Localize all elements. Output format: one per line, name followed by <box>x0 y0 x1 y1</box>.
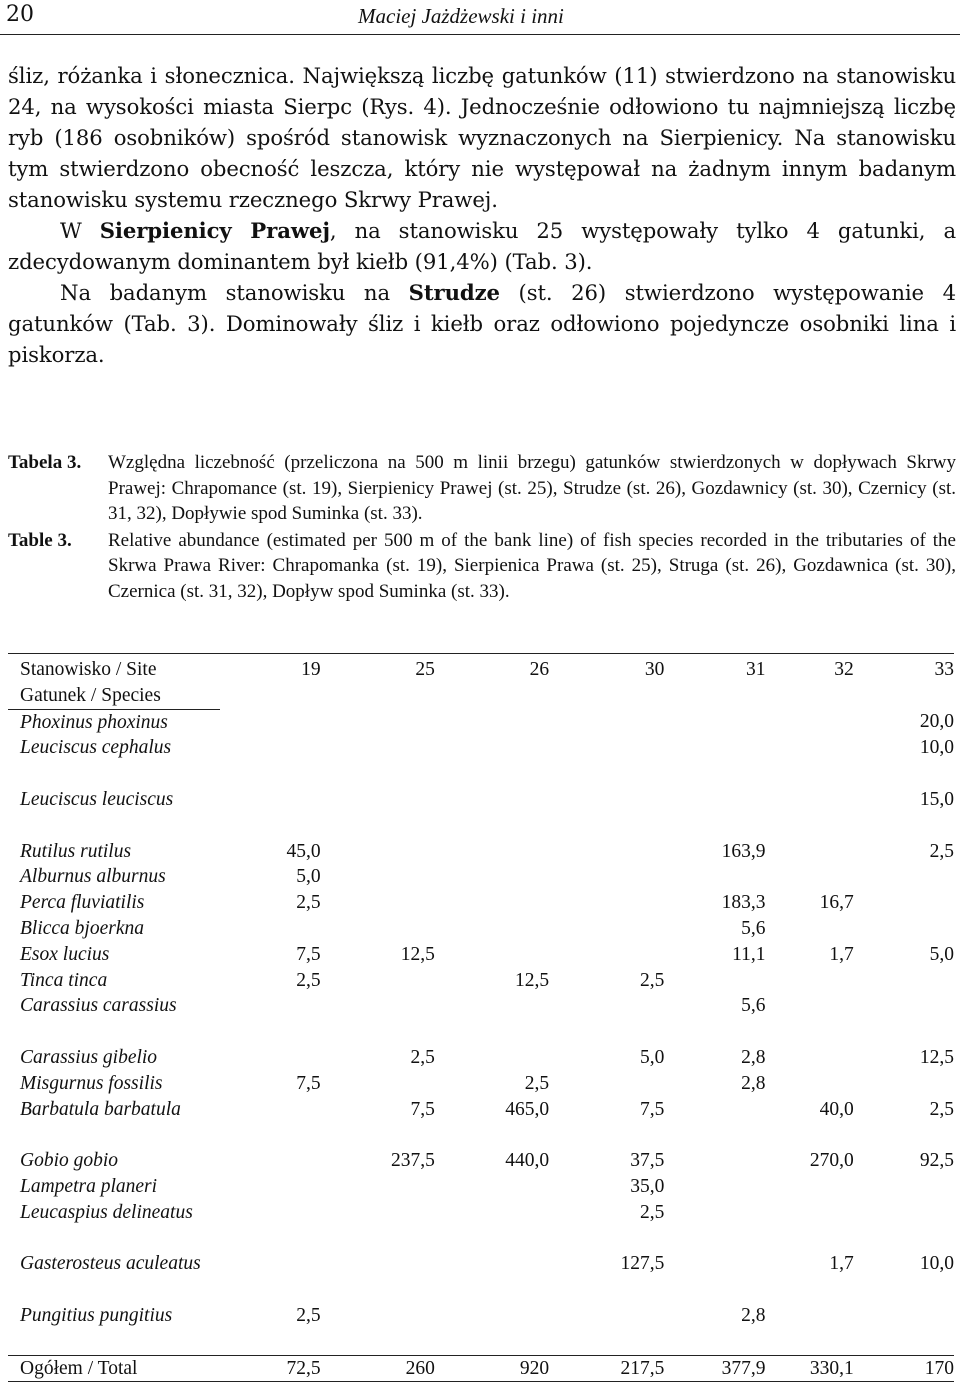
abundance-cell: 92,5 <box>919 1150 954 1172</box>
species-name: Esox lucius <box>20 943 110 965</box>
abundance-cell <box>220 1097 320 1149</box>
abundance-cell <box>854 993 954 1045</box>
abundance-cell: 5,0 <box>296 866 321 888</box>
abundance-cell <box>766 916 854 942</box>
abundance-cell: 12,5 <box>514 969 550 991</box>
caption-pl-text: Względna liczebność (przeliczona na 500 m linii brzegu) gatunków stwierdzonych w dopływach Skrwy Prawej: Chrapomance (st. 19), Sierpienicy Prawej (st. 25), Strudze (st. 26), Gozdawnicy (st. 30), Czernicy (st. 31, 32), Dopływie spod Suminka (st. 33). <box>108 452 956 524</box>
abundance-cell: 5,6 <box>741 995 766 1017</box>
abundance-cell <box>766 1071 854 1097</box>
abundance-cell: 2,8 <box>741 1046 766 1068</box>
abundance-cell <box>549 993 664 1045</box>
total-cell: 330,1 <box>766 1355 854 1382</box>
species-name: Tinca tinca <box>20 969 108 991</box>
abundance-cell <box>220 1174 320 1200</box>
abundance-cell <box>766 864 854 890</box>
abundance-cell: 7,5 <box>410 1098 435 1120</box>
abundance-cell <box>664 968 765 994</box>
total-cell: 377,9 <box>664 1355 765 1382</box>
table-row <box>8 1251 954 1303</box>
total-cell: 170 <box>854 1355 954 1382</box>
species-name: Gobio gobio <box>20 1150 119 1172</box>
species-name: Blicca bjoerkna <box>20 917 144 939</box>
total-cell: 217,5 <box>549 1355 664 1382</box>
caption-polish <box>8 450 956 527</box>
table-row <box>8 942 954 968</box>
species-name: Lampetra planeri <box>20 1175 158 1197</box>
abundance-cell <box>220 1148 320 1174</box>
abundance-cell: 465,0 <box>505 1098 550 1120</box>
abundance-cell <box>321 709 435 735</box>
table-row <box>8 890 954 916</box>
species-name: Misgurnus fossilis <box>20 1072 163 1094</box>
site-32: 32 <box>766 654 854 683</box>
abundance-cell <box>321 839 435 865</box>
abundance-cell: 11,1 <box>732 943 766 965</box>
caption-en-text: Relative abundance (estimated per 500 m of the bank line) of fish species recorded in the tributaries of the Skrwa Prawa River: Chrapomanka (st. 19), Sierpienica Prawa (st. 25), Struga (st. 26), Gozdawnica (st. 30), Czernica (st. 31, 32), Dopływ spod Suminka (st. 33). <box>108 529 956 602</box>
abundance-cell: 2,5 <box>929 1098 954 1120</box>
abundance-cell <box>435 1303 549 1355</box>
abundance-cell <box>435 1174 549 1200</box>
table-row <box>8 1174 954 1200</box>
abundance-cell <box>664 709 765 735</box>
abundance-cell: 7,5 <box>296 1072 321 1094</box>
table-row <box>8 1303 954 1355</box>
table-row <box>8 1097 954 1149</box>
table-caption <box>8 450 956 605</box>
abundance-cell: 2,5 <box>639 969 665 991</box>
paragraph-1: śliz, różanka i słonecznica. Największą liczbę gatunków (11) stwierdzono na stanowisku 24, na wysokości miasta Sierpc (Rys. 4). Jednocześnie odłowiono tu najmniejszą liczbę ryb (186 osobników) spośród stanowisk wyznaczonych na Sierpienicy. Na stanowisku tym stwierdzono obecność leszcza, który nie występował na żadnym innym badanym stanowisku systemu rzecznego Skrwy Prawej. <box>8 63 956 212</box>
table-total-row <box>8 1355 954 1382</box>
abundance-cell <box>220 1251 320 1303</box>
abundance-cell: 20,0 <box>919 711 954 733</box>
abundance-cell <box>321 1200 435 1252</box>
abundance-cell: 45,0 <box>286 840 321 862</box>
abundance-cell: 163,9 <box>721 840 766 862</box>
site-label: Stanowisko / Site <box>8 654 220 683</box>
species-name: Leuciscus cephalus <box>20 737 172 759</box>
table-row <box>8 993 954 1045</box>
species-name: Carassius carassius <box>20 995 177 1017</box>
abundance-cell: 2,8 <box>741 1072 766 1094</box>
table-header-sites <box>8 654 954 683</box>
abundance-cell: 7,5 <box>639 1098 665 1120</box>
abundance-cell <box>664 1174 765 1200</box>
abundance-cell <box>664 1200 765 1252</box>
paragraph-2-bold: Sierpienicy Prawej <box>99 218 330 243</box>
abundance-cell <box>766 1174 854 1200</box>
abundance-cell <box>220 1200 320 1252</box>
abundance-cell: 2,5 <box>524 1072 550 1094</box>
abundance-cell: 2,5 <box>296 969 321 991</box>
species-name: Perca fluviatilis <box>20 892 145 914</box>
abundance-cell: 2,5 <box>929 840 954 862</box>
abundance-cell <box>435 735 549 787</box>
abundance-cell <box>664 787 765 839</box>
species-name: Pungitius pungitius <box>20 1304 173 1326</box>
table-row <box>8 968 954 994</box>
abundance-cell <box>220 1045 320 1071</box>
abundance-cell: 10,0 <box>919 1253 954 1275</box>
abundance-cell <box>321 787 435 839</box>
species-name: Gasterosteus aculeatus <box>20 1253 201 1275</box>
abundance-cell <box>220 916 320 942</box>
abundance-cell <box>321 993 435 1045</box>
abundance-cell: 12,5 <box>919 1046 954 1068</box>
table-row <box>8 916 954 942</box>
abundance-cell: 16,7 <box>819 892 854 914</box>
caption-pl-label: Tabela 3. <box>8 452 82 473</box>
species-name: Barbatula barbatula <box>20 1098 181 1120</box>
table-row <box>8 735 954 787</box>
abundance-cell: 35,0 <box>630 1175 665 1197</box>
abundance-cell <box>321 1303 435 1355</box>
abundance-cell <box>766 787 854 839</box>
abundance-cell <box>664 735 765 787</box>
abundance-cell: 40,0 <box>819 1098 854 1120</box>
abundance-cell <box>549 890 664 916</box>
abundance-cell <box>854 916 954 942</box>
abundance-cell <box>220 787 320 839</box>
abundance-cell: 1,7 <box>829 1253 854 1275</box>
paragraph-3-bold: Strudze <box>408 280 500 305</box>
paragraph-2 <box>8 215 956 277</box>
abundance-cell <box>854 864 954 890</box>
abundance-cell <box>549 735 664 787</box>
paragraph-3 <box>8 277 956 370</box>
caption-english <box>8 528 956 605</box>
species-name: Carassius gibelio <box>20 1046 158 1068</box>
abundance-cell <box>220 735 320 787</box>
table-row <box>8 787 954 839</box>
abundance-cell: 10,0 <box>919 737 954 759</box>
abundance-cell <box>766 968 854 994</box>
abundance-cell <box>435 839 549 865</box>
total-cell: 72,5 <box>220 1355 320 1382</box>
abundance-cell <box>435 916 549 942</box>
abundance-cell: 270,0 <box>809 1150 854 1172</box>
page-header <box>0 0 960 35</box>
species-name: Phoxinus phoxinus <box>20 711 168 733</box>
table-row <box>8 839 954 865</box>
abundance-cell <box>664 864 765 890</box>
abundance-cell <box>549 1071 664 1097</box>
table-row <box>8 1200 954 1252</box>
site-25: 25 <box>321 654 435 683</box>
abundance-cell <box>321 735 435 787</box>
abundance-cell: 2,5 <box>296 1304 321 1326</box>
abundance-cell <box>549 709 664 735</box>
abundance-cell: 5,6 <box>741 917 766 939</box>
site-19: 19 <box>220 654 320 683</box>
abundance-cell <box>854 1303 954 1355</box>
abundance-cell <box>766 1045 854 1071</box>
abundance-cell <box>854 1200 954 1252</box>
abundance-cell: 2,5 <box>639 1201 665 1223</box>
species-name: Rutilus rutilus <box>20 840 132 862</box>
abundance-cell <box>435 864 549 890</box>
abundance-cell <box>435 993 549 1045</box>
caption-en-label: Table 3. <box>8 529 72 551</box>
table-row <box>8 1148 954 1174</box>
abundance-cell <box>435 709 549 735</box>
abundance-cell <box>664 1097 765 1149</box>
abundance-cell: 127,5 <box>620 1253 665 1275</box>
abundance-cell <box>766 735 854 787</box>
species-name: Leuciscus leuciscus <box>20 788 174 810</box>
abundance-cell <box>549 787 664 839</box>
abundance-cell <box>766 1303 854 1355</box>
abundance-cell: 1,7 <box>829 943 854 965</box>
abundance-cell <box>321 1071 435 1097</box>
site-30: 30 <box>549 654 664 683</box>
table-row <box>8 709 954 735</box>
abundance-cell <box>435 890 549 916</box>
abundance-table <box>8 653 954 1382</box>
abundance-cell <box>766 839 854 865</box>
abundance-cell: 5,0 <box>929 943 954 965</box>
abundance-cell: 237,5 <box>391 1150 435 1172</box>
abundance-cell: 15,0 <box>919 788 954 810</box>
total-cell: 260 <box>321 1355 435 1382</box>
table-row <box>8 1071 954 1097</box>
abundance-cell <box>435 942 549 968</box>
abundance-cell <box>549 1303 664 1355</box>
abundance-cell <box>664 1251 765 1303</box>
table-row <box>8 1045 954 1071</box>
abundance-cell: 7,5 <box>296 943 321 965</box>
site-31: 31 <box>664 654 765 683</box>
paragraph-3-text-a: Na badanym stanowisku na <box>60 280 409 305</box>
abundance-cell: 183,3 <box>721 892 766 914</box>
total-label: Ogółem / Total <box>8 1355 220 1382</box>
abundance-cell: 2,5 <box>296 892 321 914</box>
abundance-cell <box>549 864 664 890</box>
abundance-cell <box>766 1200 854 1252</box>
abundance-cell: 5,0 <box>639 1046 665 1068</box>
abundance-cell <box>321 1251 435 1303</box>
abundance-cell <box>435 1251 549 1303</box>
abundance-cell: 2,5 <box>410 1046 435 1068</box>
abundance-cell <box>321 916 435 942</box>
abundance-cell <box>435 1045 549 1071</box>
table-header-species <box>8 683 954 709</box>
abundance-cell <box>321 968 435 994</box>
abundance-cell: 12,5 <box>400 943 435 965</box>
abundance-cell <box>854 890 954 916</box>
species-name: Leucaspius delineatus <box>20 1201 193 1223</box>
abundance-cell <box>854 968 954 994</box>
body-text <box>8 60 956 370</box>
abundance-cell <box>220 709 320 735</box>
abundance-cell <box>321 1174 435 1200</box>
paragraph-2-text-a: W <box>60 218 100 243</box>
abundance-cell: 440,0 <box>505 1150 550 1172</box>
abundance-cell <box>321 864 435 890</box>
running-title: Maciej Jażdżewski i inni <box>358 4 564 28</box>
abundance-cell <box>549 839 664 865</box>
abundance-cell <box>854 1174 954 1200</box>
site-26: 26 <box>435 654 549 683</box>
abundance-cell: 37,5 <box>630 1150 665 1172</box>
abundance-cell <box>549 916 664 942</box>
paragraph-3-text-b: (st. 26) stwierdzono występowanie 4 gatunków (Tab. 3). Dominowały śliz i kiełb oraz odłowiono pojedyncze osobniki lina i piskorza. <box>8 280 956 367</box>
abundance-cell <box>766 709 854 735</box>
species-label: Gatunek / Species <box>8 683 220 709</box>
site-33: 33 <box>854 654 954 683</box>
abundance-cell: 2,8 <box>741 1304 766 1326</box>
abundance-cell <box>664 1148 765 1174</box>
abundance-cell <box>435 1200 549 1252</box>
table-row <box>8 864 954 890</box>
abundance-cell <box>766 993 854 1045</box>
species-name: Alburnus alburnus <box>20 866 166 888</box>
abundance-cell <box>435 787 549 839</box>
total-cell: 920 <box>435 1355 549 1382</box>
abundance-cell <box>321 890 435 916</box>
abundance-cell <box>854 1071 954 1097</box>
page-number: 20 <box>6 2 34 27</box>
abundance-cell <box>549 942 664 968</box>
abundance-cell <box>220 993 320 1045</box>
paragraph-2-text-b: , na stanowisku 25 występowały tylko 4 gatunki, a zdecydowanym dominantem był kiełb (91,4%) (Tab. 3). <box>8 218 956 274</box>
